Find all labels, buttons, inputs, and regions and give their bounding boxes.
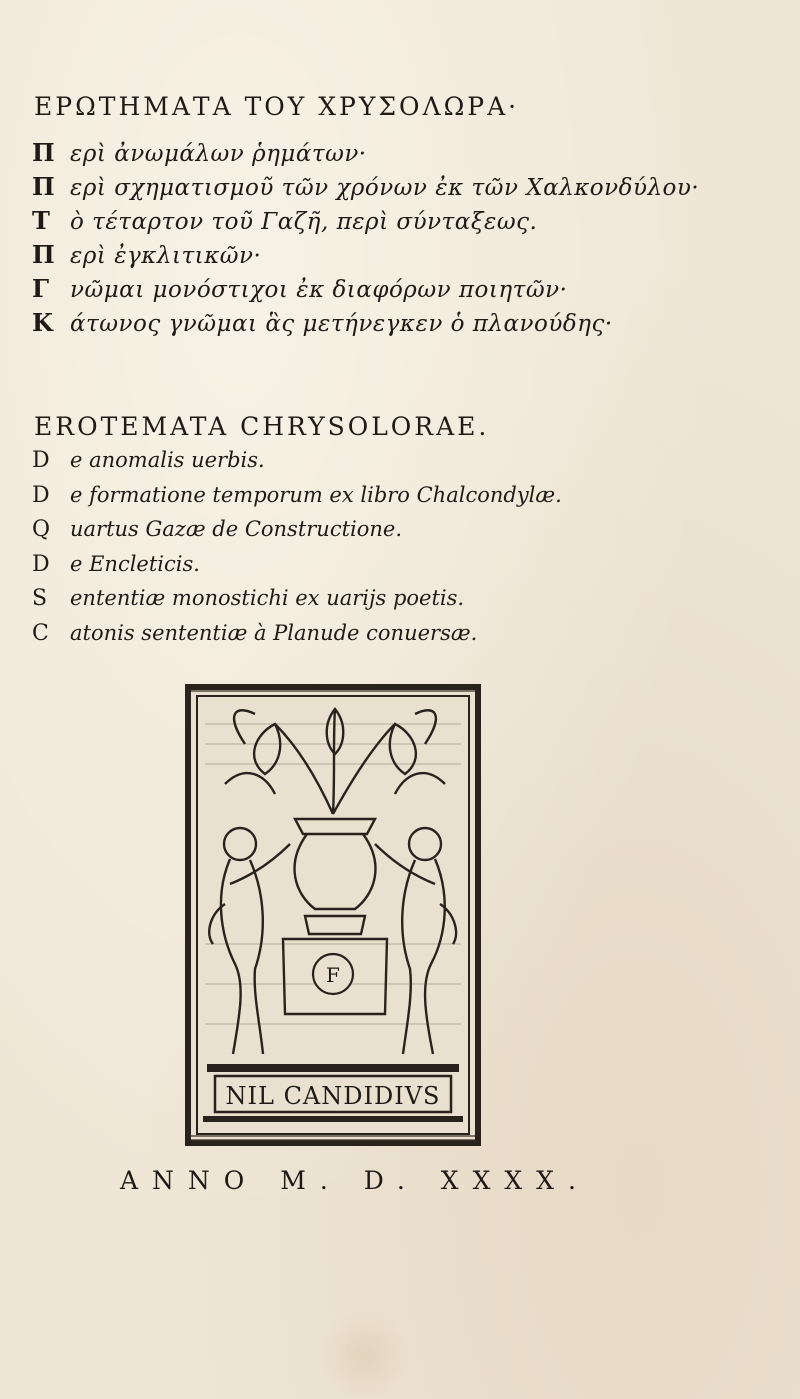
latin-list-item bbox=[32, 448, 562, 483]
latin-entry-text: e formatione temporum ex libro Chalcondylæ. bbox=[70, 482, 562, 507]
initial-letter: Π bbox=[32, 138, 55, 167]
initial-letter: Γ bbox=[32, 274, 50, 303]
latin-entry-text: uartus Gazæ de Constructione. bbox=[70, 517, 403, 541]
printer-device-woodcut-icon bbox=[185, 684, 481, 1146]
initial-letter: Q bbox=[32, 517, 51, 542]
initial-letter: Π bbox=[32, 172, 55, 201]
latin-list-item bbox=[32, 517, 562, 552]
greek-entry-text: ερὶ σχηματισμοῦ τῶν χρόνων ἐκ τῶν Χαλκονδύλου· bbox=[70, 175, 700, 201]
greek-title: ΕΡΩΤΗΜΑΤΑ ΤΟΥ ΧΡΥΣΟΛΩΡΑ· bbox=[34, 92, 520, 121]
latin-entry-text: e Encleticis. bbox=[70, 551, 200, 576]
initial-letter: S bbox=[32, 586, 48, 611]
latin-list-item bbox=[32, 483, 562, 518]
greek-entry-text: ερὶ ἐγκλιτικῶν· bbox=[70, 243, 262, 269]
latin-list-item bbox=[32, 552, 562, 587]
greek-list-item bbox=[32, 206, 699, 240]
printer-device-woodcut bbox=[185, 684, 481, 1146]
initial-letter: D bbox=[32, 448, 50, 473]
greek-list-item bbox=[32, 240, 699, 274]
latin-entry-text: e anomalis uerbis. bbox=[70, 448, 265, 472]
device-motto: NIL CANDIDIVS bbox=[225, 1082, 441, 1110]
initial-letter: Τ bbox=[32, 206, 50, 235]
initial-letter: C bbox=[32, 620, 49, 646]
latin-contents-list bbox=[32, 448, 562, 655]
latin-entry-text: atonis sententiæ à Planude conuersæ. bbox=[70, 620, 478, 645]
imprint-year: ANNO M. D. XXXX. bbox=[120, 1166, 590, 1195]
greek-list-item bbox=[32, 308, 699, 342]
greek-entry-text: άτωνος γνῶμαι ἃς μετήνεγκεν ὁ πλανούδης· bbox=[70, 311, 613, 337]
monogram-letter: F bbox=[326, 963, 340, 987]
greek-list-item bbox=[32, 138, 699, 172]
latin-entry-text: ententiæ monostichi ex uarijs poetis. bbox=[70, 586, 465, 610]
greek-entry-text: νῶμαι μονόστιχοι ἐκ διαφόρων ποιητῶν· bbox=[70, 277, 568, 303]
latin-list-item bbox=[32, 621, 562, 656]
latin-list-item bbox=[32, 586, 562, 621]
latin-title: EROTEMATA CHRYSOLORAE. bbox=[34, 412, 490, 441]
greek-list-item bbox=[32, 172, 699, 206]
greek-list-item bbox=[32, 274, 699, 308]
greek-entry-text: ὸ τέταρτον τοῦ Γαζῆ, περὶ σύνταξεως. bbox=[70, 209, 538, 235]
initial-letter: Π bbox=[32, 240, 55, 269]
greek-entry-text: ερὶ ἀνωμάλων ῥημάτων· bbox=[70, 141, 367, 167]
initial-letter: D bbox=[32, 551, 50, 577]
initial-letter: Κ bbox=[32, 308, 53, 337]
initial-letter: D bbox=[32, 482, 50, 508]
greek-contents-list bbox=[32, 138, 699, 342]
